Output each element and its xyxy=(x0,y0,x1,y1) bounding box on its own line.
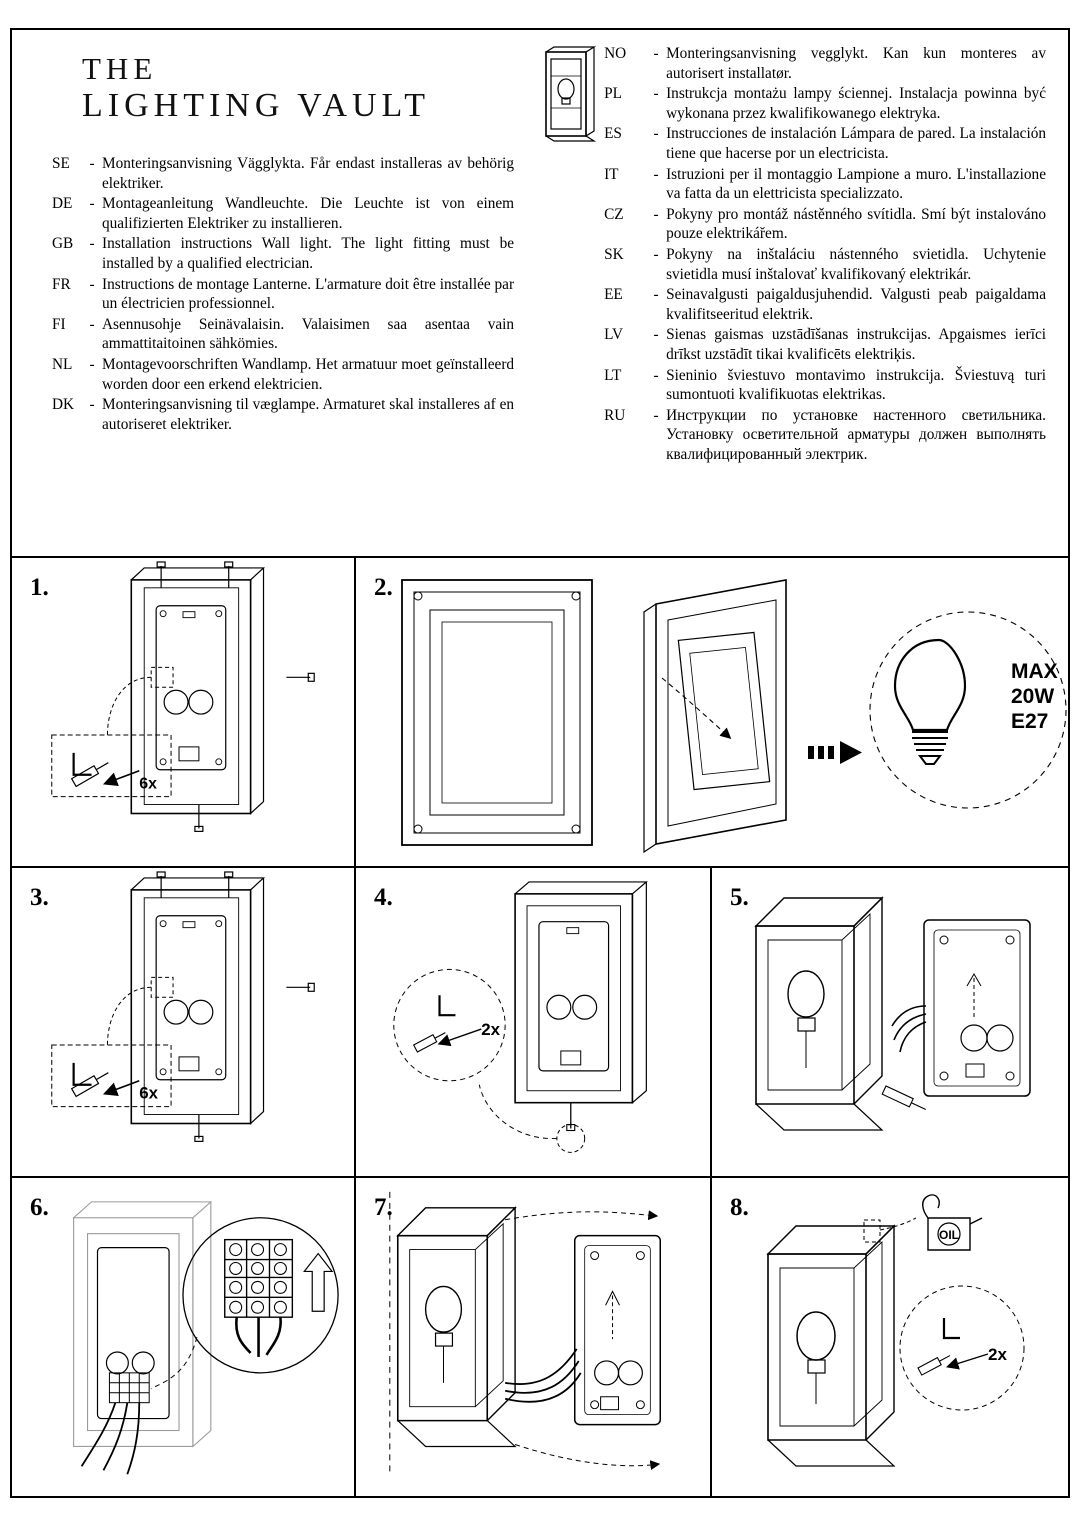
step-3-diagram xyxy=(12,868,354,1174)
language-text: Pokyny pro montáž nástěnného svítidla. Smí být instalováno pouze elektrikářem. xyxy=(666,205,1046,243)
step-1-diagram xyxy=(12,558,354,864)
language-row xyxy=(604,245,1052,284)
step-7-diagram xyxy=(356,1178,710,1494)
step-cell-2 xyxy=(356,558,1068,868)
brand-line-2: LIGHTING VAULT xyxy=(82,87,430,124)
language-text: Pokyny na inštaláciu nástenného svietidla. Uchytenie svietidla musí inštalovať kvalifikovaný elektrikár. xyxy=(666,245,1046,283)
language-code: EE xyxy=(604,286,623,304)
step-cell-4 xyxy=(356,868,712,1178)
bulb-watt-label: 20W xyxy=(1011,685,1055,708)
oil-label: OIL xyxy=(939,1228,959,1242)
steps-row-1 xyxy=(12,558,1068,868)
language-row xyxy=(604,205,1052,244)
language-row xyxy=(604,325,1052,364)
language-dash: - xyxy=(89,195,95,213)
language-text: Instrucciones de instalación Lámpara de pared. La instalación tiene que hacerse por un electricista. xyxy=(666,125,1046,162)
language-row xyxy=(604,84,1052,123)
language-code: SK xyxy=(604,245,624,263)
language-row xyxy=(604,165,1052,204)
wall-lamp-icon xyxy=(538,46,596,142)
step-cell-3 xyxy=(12,868,356,1178)
step-5-diagram xyxy=(712,868,1068,1176)
step-6-diagram xyxy=(12,1178,354,1494)
bulb-max-label: MAX xyxy=(1011,660,1058,683)
language-row xyxy=(40,194,520,233)
language-text: Installation instructions Wall light. The light fitting must be installed by a qualified electrician. xyxy=(102,235,515,272)
step-cell-1 xyxy=(12,558,356,868)
language-dash: - xyxy=(653,85,659,103)
language-row xyxy=(40,154,520,193)
language-row xyxy=(40,355,520,394)
language-code: FI xyxy=(52,315,66,333)
step-1-qty-label: 6x xyxy=(139,775,157,793)
language-row xyxy=(604,406,1052,465)
language-dash: - xyxy=(89,235,95,253)
bulb-socket-label: E27 xyxy=(1011,710,1049,733)
step-number-6: 6. xyxy=(30,1194,49,1221)
step-4-qty-label: 2x xyxy=(481,1020,501,1040)
step-2-diagram xyxy=(356,558,1068,866)
language-code: DE xyxy=(52,195,73,213)
step-cell-5 xyxy=(712,868,1068,1178)
language-text: Instructions de montage Lanterne. L'armature doit être installée par un électricien professionnel. xyxy=(102,275,515,313)
language-row xyxy=(40,275,520,314)
language-dash: - xyxy=(653,165,659,183)
step-3-qty-label: 6x xyxy=(139,1083,159,1103)
step-number-2: 2. xyxy=(374,574,393,601)
language-code: NL xyxy=(52,355,73,373)
language-row xyxy=(604,124,1052,163)
language-dash: - xyxy=(653,205,659,223)
language-code: CZ xyxy=(604,205,624,223)
language-text: Monteringsanvisning vegglykt. Kan kun monteres av autorisert installatør. xyxy=(666,45,1046,82)
language-dash: - xyxy=(653,366,659,384)
language-text: Montagevoorschriften Wandlamp. Het armatuur moet geïnstalleerd worden door een erkend elektricien. xyxy=(102,355,515,393)
step-number-5: 5. xyxy=(730,884,749,911)
language-text: Istruzioni per il montaggio Lampione a muro. L'installazione va fatta da un elettricista specializzato. xyxy=(666,165,1046,203)
language-text: Montageanleitung Wandleuchte. Die Leuchte ist von einem qualifizierten Elektriker zu installieren. xyxy=(102,195,515,232)
step-number-4: 4. xyxy=(374,884,393,911)
language-code: PL xyxy=(604,85,622,103)
language-code: ES xyxy=(604,125,622,143)
header-left-column xyxy=(12,30,530,556)
language-row xyxy=(604,285,1052,324)
language-text: Sienas gaismas uzstādīšanas instrukcijas. Apgaismes ierīci drīkst uzstādīt tikai kvalificēts elektriķis. xyxy=(666,326,1046,363)
steps-row-3 xyxy=(12,1178,1068,1498)
language-text: Инструкции по установке настенного светильника. Установку осветительной арматуры должен выполнять квалифицированный электрик. xyxy=(666,406,1046,463)
language-text: Seinavalgusti paigaldusjuhendid. Valgusti peab paigaldama kvalifitseeritud elektrik. xyxy=(666,286,1046,323)
language-dash: - xyxy=(89,355,95,373)
brand-logo xyxy=(40,52,520,126)
step-number-8: 8. xyxy=(730,1194,749,1221)
language-dash: - xyxy=(653,326,659,344)
header-right-column xyxy=(530,30,1068,556)
language-dash: - xyxy=(89,396,95,414)
language-list-left xyxy=(40,154,520,434)
language-row xyxy=(40,395,520,434)
language-code: LT xyxy=(604,366,622,384)
language-text: Instrukcja montażu lampy ściennej. Instalacja powinna być wykonana przez kwalifikowanego elektryka. xyxy=(666,85,1046,122)
step-number-7: 7. xyxy=(374,1194,393,1221)
step-4-diagram xyxy=(356,868,710,1174)
step-8-qty-label: 2x xyxy=(988,1345,1007,1364)
language-code: DK xyxy=(52,396,75,414)
language-row xyxy=(604,366,1052,405)
language-code: SE xyxy=(52,155,70,172)
language-code: FR xyxy=(52,275,71,293)
language-code: RU xyxy=(604,406,626,424)
language-dash: - xyxy=(89,275,95,293)
header-panel xyxy=(10,28,1070,558)
step-cell-7 xyxy=(356,1178,712,1498)
language-row xyxy=(604,44,1052,83)
steps-row-2 xyxy=(12,868,1068,1178)
language-text: Monteringsanvisning til væglampe. Armaturet skal installeres af en autoriseret elektriker. xyxy=(102,396,515,433)
language-code: LV xyxy=(604,326,624,344)
language-text: Monteringsanvisning Vägglykta. Får endast installeras av behörig elektriker. xyxy=(102,155,515,192)
language-row xyxy=(40,234,520,273)
language-dash: - xyxy=(653,286,659,304)
language-dash: - xyxy=(653,406,659,424)
step-8-diagram xyxy=(712,1178,1068,1496)
step-cell-6 xyxy=(12,1178,356,1498)
language-row xyxy=(40,315,520,354)
step-number-3: 3. xyxy=(30,884,49,911)
language-text: Sieninio šviestuvo montavimo instrukcija. Šviestuvą turi sumontuoti kvalifikuotas elektrikas. xyxy=(666,366,1046,404)
language-dash: - xyxy=(653,45,659,62)
language-dash: - xyxy=(89,155,95,172)
language-text: Asennusohje Seinävalaisin. Valaisimen saa asentaa vain ammattitaitoinen sähkömies. xyxy=(102,315,515,353)
language-list-right xyxy=(530,44,1052,464)
language-dash: - xyxy=(653,125,659,143)
brand-line-1: THE xyxy=(82,51,158,86)
step-cell-8 xyxy=(712,1178,1068,1498)
steps-grid xyxy=(10,558,1070,1498)
language-dash: - xyxy=(89,315,95,333)
language-dash: - xyxy=(653,245,659,263)
step-number-1: 1. xyxy=(30,574,49,601)
language-code: NO xyxy=(604,45,627,62)
language-code: GB xyxy=(52,235,74,253)
language-code: IT xyxy=(604,165,619,183)
